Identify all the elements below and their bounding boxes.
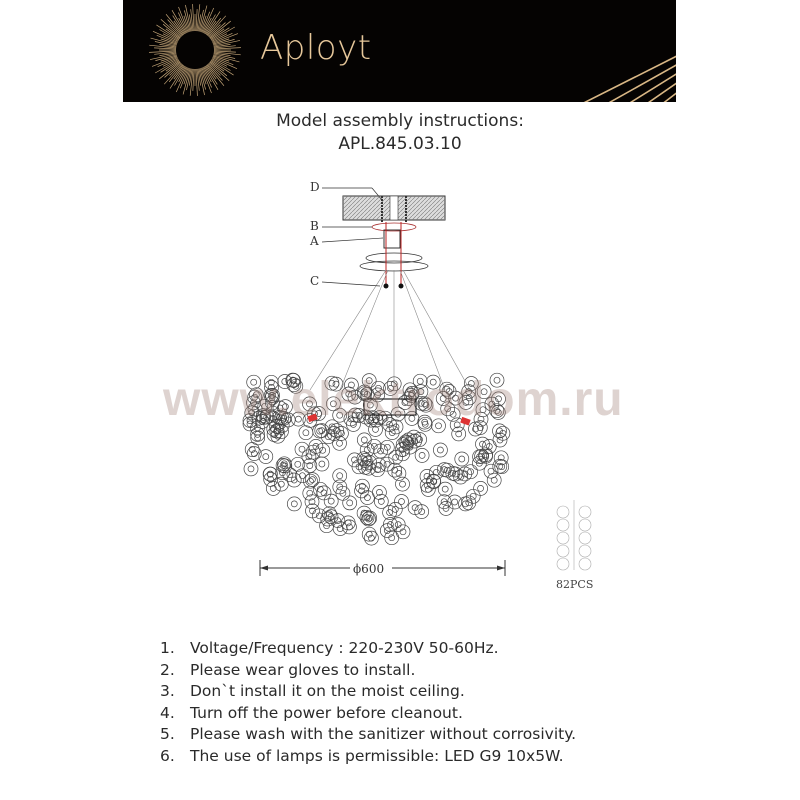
part-label-d: D: [310, 180, 320, 194]
instruction-number: 1.: [160, 639, 175, 657]
instruction-item: [160, 703, 576, 725]
instruction-text: Please wash with the sanitizer without corrosivity.: [190, 725, 577, 743]
instruction-item: [160, 660, 576, 682]
watermark: www.elektrodom.ru: [163, 373, 624, 426]
instruction-text: The use of lamps is permissible: LED G9 10x5W.: [190, 746, 564, 765]
instruction-item: [160, 681, 576, 703]
parts-count: 82PCS: [556, 578, 594, 591]
instructions-list: [160, 638, 576, 767]
instruction-text: Don`t install it on the moist ceiling.: [190, 682, 465, 700]
instruction-item: [160, 746, 576, 768]
model-number: APL.845.03.10: [338, 134, 462, 154]
instruction-item: [160, 638, 576, 660]
instruction-number: 3.: [160, 682, 175, 700]
document-title: Model assembly instructions:: [276, 111, 524, 131]
instruction-text: Voltage/Frequency : 220-230V 50-60Hz.: [190, 639, 499, 657]
instruction-number: 5.: [160, 725, 175, 743]
diameter-dimension: ϕ600: [350, 562, 387, 576]
brand-name: Aployt: [260, 28, 372, 68]
instruction-number: 2.: [160, 660, 175, 679]
instruction-number: 6.: [160, 746, 175, 765]
instruction-text: Please wear gloves to install.: [190, 660, 416, 679]
instruction-item: [160, 724, 576, 746]
part-label-c: C: [310, 274, 320, 288]
part-label-b: B: [310, 219, 319, 233]
instruction-text: Turn off the power before cleanout.: [190, 703, 463, 722]
part-label-a: A: [310, 234, 319, 248]
instruction-number: 4.: [160, 703, 175, 722]
